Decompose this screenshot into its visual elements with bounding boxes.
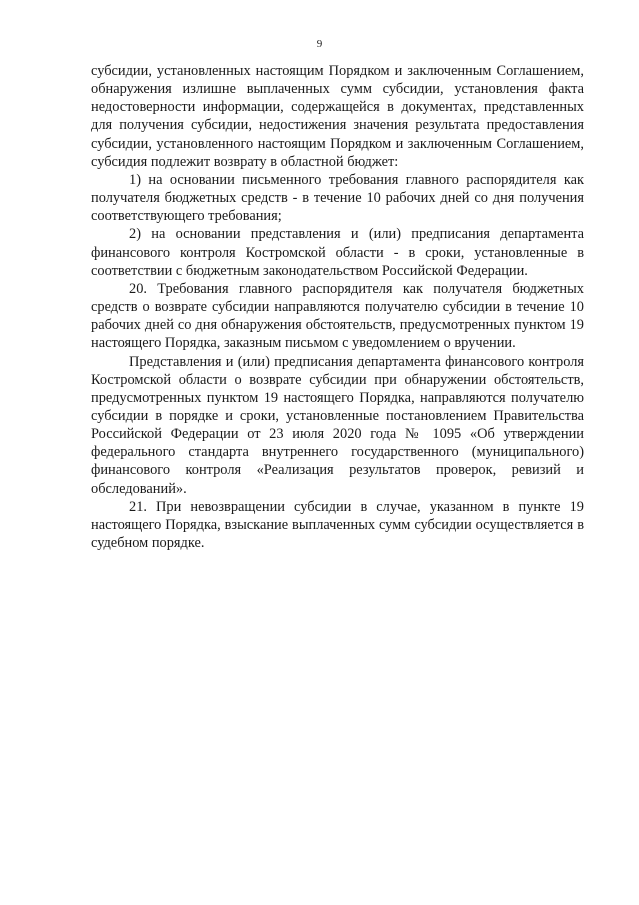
paragraph-return-conditions: субсидии, установленных настоящим Порядком и заключенным Соглашением, обнаружения излишне выплаченных сумм субсидии, установления факта недостоверности информации, содержащейся в документах, представленных для получения субсидии, недостижения значения результата предоставления субсидии, установленного настоящим Порядком и заключенным Соглашением, субсидия подлежит возврату в областной бюджет: (91, 63, 584, 170)
paragraph-clause-20: 20. Требования главного распорядителя как получателя бюджетных средств о возврате субсидии направляются получателю субсидии в течение 10 рабочих дней со дня обнаружения обстоятельств, предусмотренных пунктом 19 настоящего Порядка, заказным письмом с уведомлением о вручении. (91, 280, 584, 352)
paragraph-clause-20-representations: Представления и (или) предписания департамента финансового контроля Костромской области о возврате субсидии при обнаружении обстоятельств, предусмотренных пунктом 19 настоящего Порядка, направляются получателю субсидии в порядке и сроки, установленные постановлением Правительства Российской Федерации от 23 июля 2020 года № 1095 «Об утверждении федерального стандарта внутреннего государственного (муниципального) финансового контроля «Реализация результатов проверок, ревизий и обследований». (91, 353, 584, 497)
page-number: 9 (316, 38, 323, 50)
document-body (91, 62, 584, 552)
paragraph-item-2: 2) на основании представления и (или) предписания департамента финансового контроля Костромской области - в сроки, установленные в соответствии с бюджетным законодательством Российской Федерации. (91, 226, 584, 279)
paragraph-item-1: 1) на основании письменного требования главного распорядителя как получателя бюджетных средств - в течение 10 рабочих дней со дня получения соответствующего требования; (91, 171, 584, 225)
paragraph-clause-21: 21. При невозвращении субсидии в случае, указанном в пункте 19 настоящего Порядка, взыскание выплаченных сумм субсидии осуществляется в судебном порядке. (91, 498, 584, 552)
